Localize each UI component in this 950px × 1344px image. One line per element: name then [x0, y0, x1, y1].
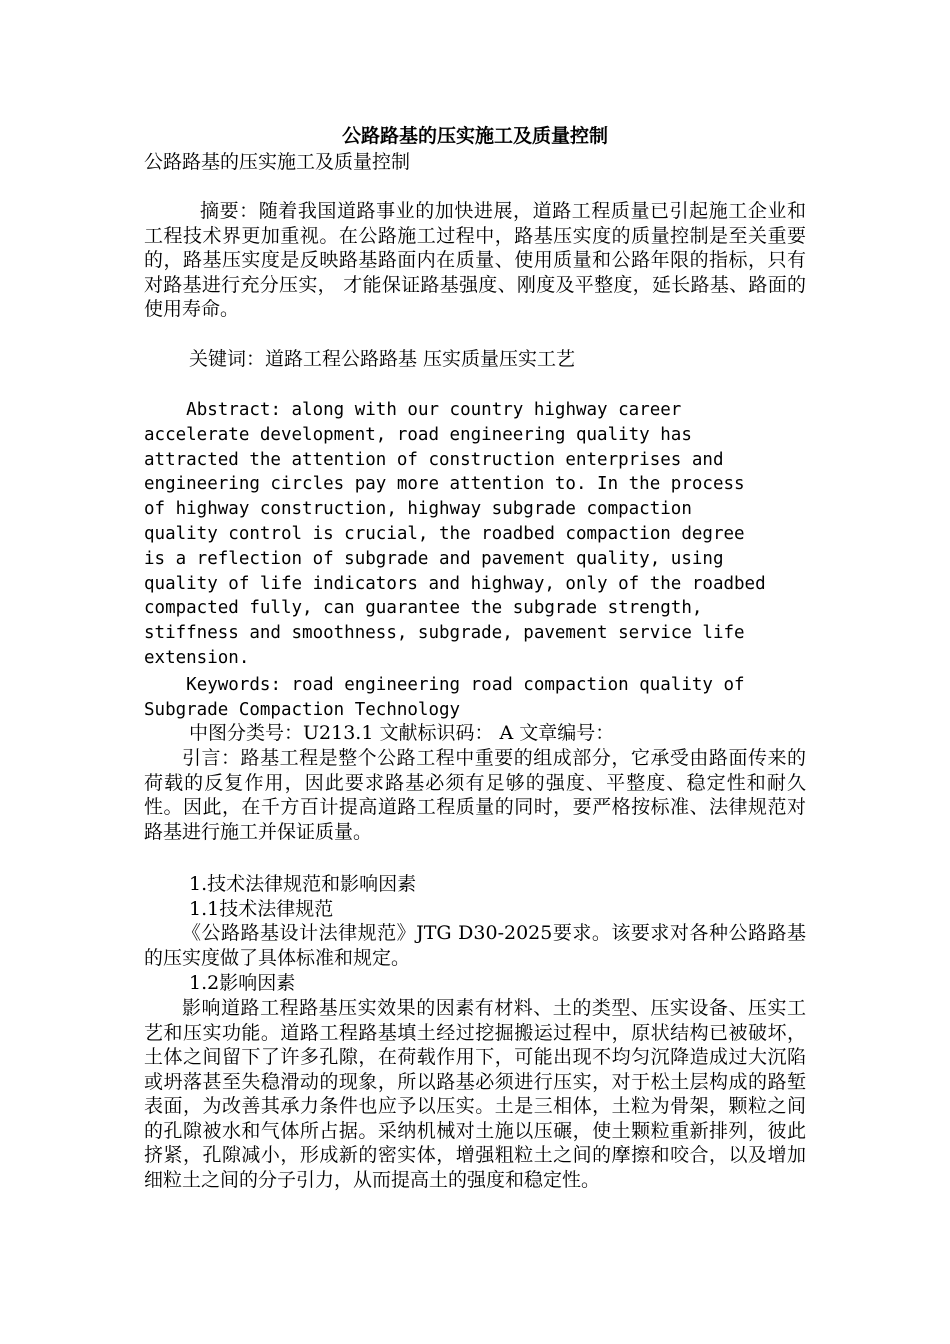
document-subtitle: 公路路基的压实施工及质量控制: [144, 151, 411, 173]
keywords-english: Keywords: road engineering road compaction quality of Subgrade Compaction Technology: [144, 675, 745, 720]
keywords-chinese: 关键词：道路工程公路路基 压实质量压实工艺: [189, 348, 576, 370]
section-heading-1-1: 1.1技术法律规范: [189, 898, 334, 920]
classification-line: 中图分类号：U213.1 文献标识码： A 文章编号：: [189, 722, 615, 744]
abstract-chinese: 摘要：随着我国道路事业的加快进展，道路工程质量已引起施工企业和工程技术界更加重视。在公路施工过程中，路基压实度的质量控制是至关重要的，路基压实度是反映路基路面内在质量、使用质量和公路年限的指标，只有对路基进行充分压实， 才能保证路基强度、刚度及平整度，延长路基、路面的使用寿命。: [144, 200, 806, 320]
document-title: 公路路基的压实施工及质量控制: [341, 125, 608, 147]
section-heading-1-2: 1.2影响因素: [189, 972, 296, 994]
introduction-paragraph: 引言：路基工程是整个公路工程中重要的组成部分，它承受由路面传来的荷载的反复作用，因此要求路基必须有足够的强度、平整度、稳定性和耐久性。因此，在千方百计提高道路工程质量的同时，要严格按标准、法律规范对路基进行施工并保证质量。: [144, 747, 806, 843]
section-1-1-body: 《公路路基设计法律规范》JTG D30-2025要求。该要求对各种公路路基的压实度做了具体标准和规定。: [144, 922, 806, 969]
abstract-english: Abstract: along with our country highway career accelerate development, road engineering quality has attracted the attention of construction enterprises and engineering circles pay more attention to. In the process of highway construction, highway subgrade compaction quality control is crucial, the roadbed compaction degree is a reflection of subgrade and pavement quality, using quality of life indicators and highway, only of the roadbed compacted fully, can guarantee the subgrade strength, stiffness and smoothness, subgrade, pavement service life extension.: [144, 400, 766, 668]
section-heading-1: 1.技术法律规范和影响因素: [189, 873, 417, 895]
section-1-2-body: 影响道路工程路基压实效果的因素有材料、土的类型、压实设备、压实工艺和压实功能。道路工程路基填土经过挖掘搬运过程中，原状结构已被破坏，土体之间留下了许多孔隙，在荷载作用下，可能出现不均匀沉降造成过大沉陷或坍落甚至失稳滑动的现象，所以路基必须进行压实，对于松土层构成的路堑表面，为改善其承力条件也应予以压实。土是三相体，土粒为骨架，颗粒之间的孔隙被水和气体所占据。采纳机械对土施以压碾，使土颗粒重新排列，彼此挤紧，孔隙减小，形成新的密实体，增强粗粒土之间的摩擦和咬合，以及增加细粒土之间的分子引力，从而提高土的强度和稳定性。: [144, 997, 806, 1191]
